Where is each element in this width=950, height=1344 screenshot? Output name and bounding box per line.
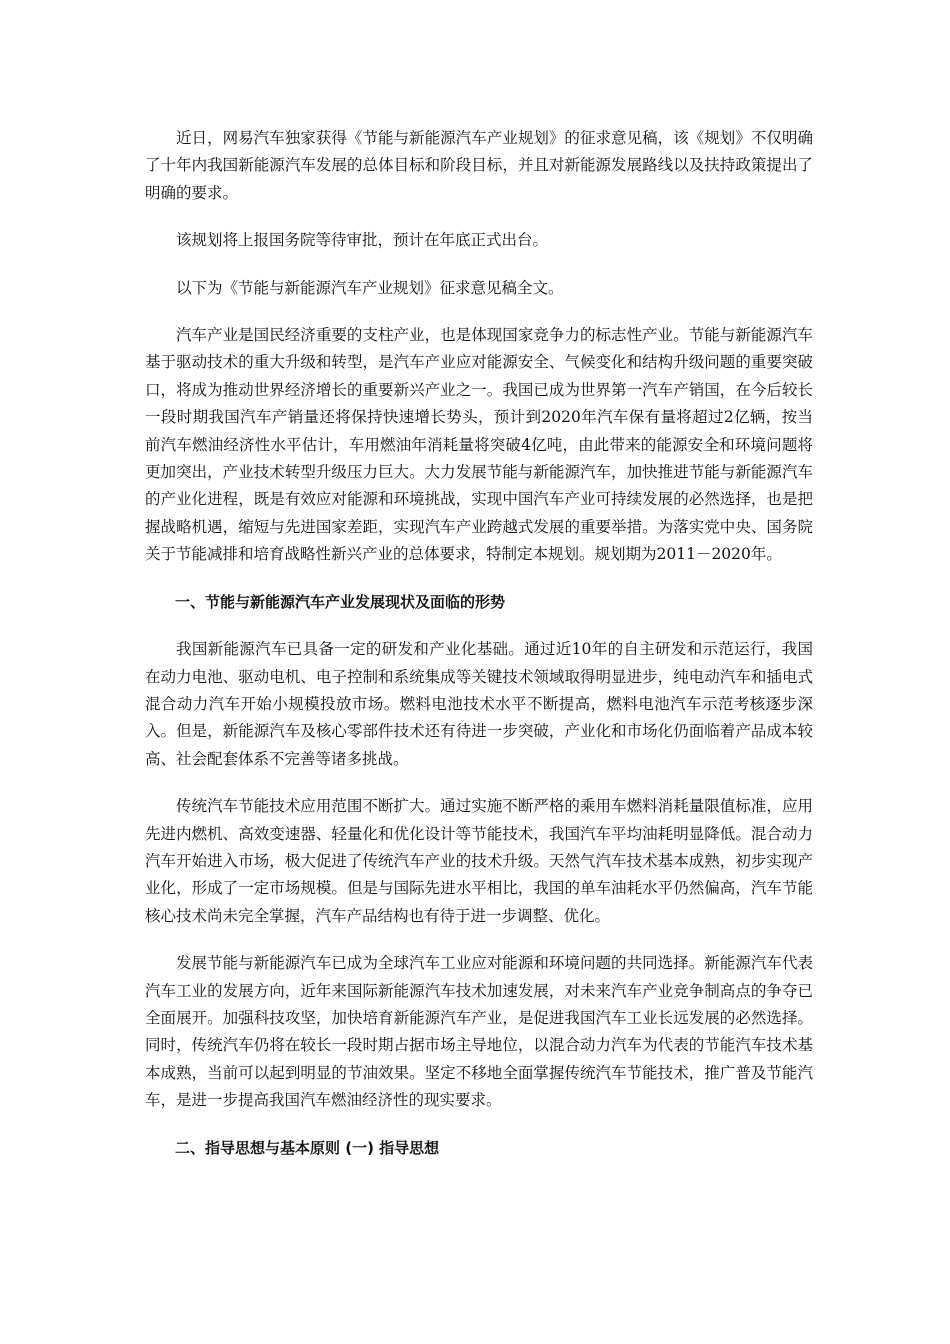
section-1-paragraph: 传统汽车节能技术应用范围不断扩大。通过实施不断严格的乘用车燃料消耗量限值标准，应用先进内燃机、高效变速器、轻量化和优化设计等节能技术，我国汽车平均油耗明显降低。混合动力汽车开始进入市场，极大促进了传统汽车产业的技术升级。天然气汽车技术基本成熟，初步实现产业化，形成了一定市场规模。但是与国际先进水平相比，我国的单车油耗水平仍然偏高，汽车节能核心技术尚未完全掌握，汽车产品结构也有待于进一步调整、优化。 [145, 797, 813, 925]
background-paragraph: 汽车产业是国民经济重要的支柱产业，也是体现国家竞争力的标志性产业。节能与新能源汽车基于驱动技术的重大升级和转型，是汽车产业应对能源安全、气候变化和结构升级问题的重要突破口，将成为推动世界经济增长的重要新兴产业之一。我国已成为世界第一汽车产销国，在今后较长一段时期我国汽车产销量还将保持快速增长势头，预计到2020年汽车保有量将超过2亿辆，按当前汽车燃油经济性水平估计，车用燃油年消耗量将突破4亿吨，由此带来的能源安全和环境问题将更加突出，产业技术转型升级压力巨大。大力发展节能与新能源汽车，加快推进节能与新能源汽车的产业化进程，既是有效应对能源和环境挑战，实现中国汽车产业可持续发展的必然选择，也是把握战略机遇，缩短与先进国家差距，实现汽车产业跨越式发展的重要举措。为落实党中央、国务院关于节能减排和培育战略性新兴产业的总体要求，特制定本规划。规划期为2011－2020年。 [145, 326, 813, 564]
section-1-paragraph: 发展节能与新能源汽车已成为全球汽车工业应对能源和环境问题的共同选择。新能源汽车代表汽车工业的发展方向，近年来国际新能源汽车技术加速发展，对未来汽车产业竞争制高点的争夺已全面展开。加强科技攻坚，加快培育新能源汽车产业，是促进我国汽车工业长远发展的必然选择。同时，传统汽车仍将在较长一段时期占据市场主导地位，以混合动力汽车为代表的节能汽车技术基本成熟，当前可以起到明显的节油效果。坚定不移地全面掌握传统汽车节能技术，推广普及节能汽车，是进一步提高我国汽车燃油经济性的现实要求。 [145, 954, 813, 1110]
intro-paragraph: 近日，网易汽车独家获得《节能与新能源汽车产业规划》的征求意见稿，该《规划》不仅明确了十年内我国新能源汽车发展的总体目标和阶段目标，并且对新能源发展路线以及扶持政策提出了明确的要求。 [145, 129, 813, 202]
document-page [145, 125, 813, 1182]
approval-paragraph: 该规划将上报国务院等待审批，预计在年底正式出台。 [176, 231, 549, 250]
section-1-paragraph: 我国新能源汽车已具备一定的研发和产业化基础。通过近10年的自主研发和示范运行，我国在动力电池、驱动电机、电子控制和系统集成等关键技术领域取得明显进步，纯电动汽车和插电式混合动力汽车开始小规模投放市场。燃料电池技术水平不断提高，燃料电池汽车示范考核逐步深入。但是，新能源汽车及核心零部件技术还有待进一步突破，产业化和市场化仍面临着产品成本较高、社会配套体系不完善等诸多挑战。 [145, 640, 813, 768]
section-2-heading: 二、指导思想与基本原则 (一) 指导思想 [175, 1138, 440, 1157]
section-1-heading: 一、节能与新能源汽车产业发展现状及面临的形势 [175, 592, 506, 611]
fulltext-note-paragraph: 以下为《节能与新能源汽车产业规划》征求意见稿全文。 [176, 278, 564, 297]
